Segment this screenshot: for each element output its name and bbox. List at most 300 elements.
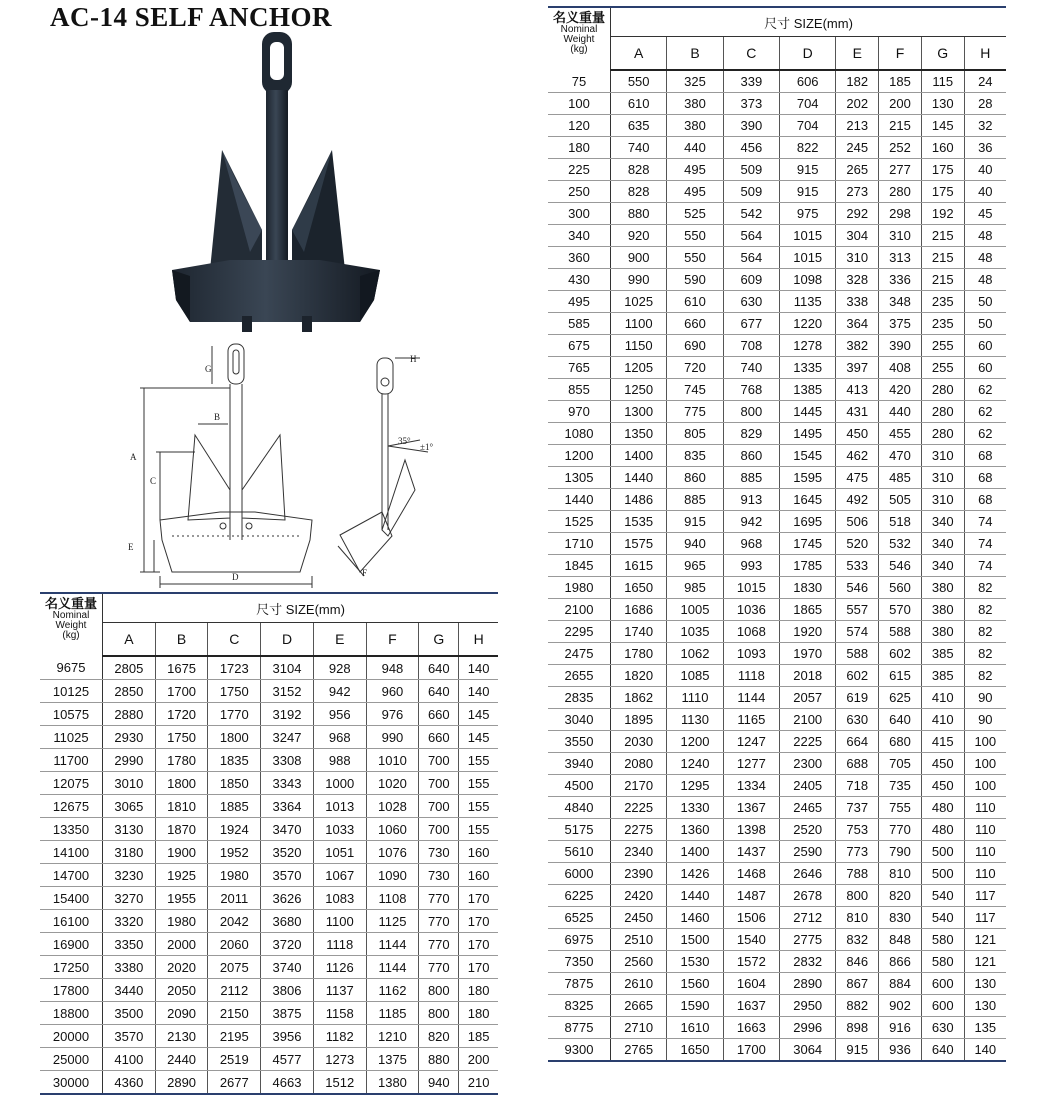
weight-header: 名义重量 Nominal Weight (kg)	[548, 7, 611, 70]
size-cell: 100	[964, 775, 1006, 797]
size-cell: 373	[723, 93, 779, 115]
size-cell: 100	[964, 731, 1006, 753]
size-cell: 495	[667, 159, 723, 181]
weight-cell: 17800	[40, 979, 103, 1002]
size-cell: 500	[921, 841, 964, 863]
size-cell: 160	[921, 137, 964, 159]
size-cell: 968	[723, 533, 779, 555]
size-cell: 610	[611, 93, 667, 115]
col-header: F	[366, 623, 419, 657]
size-cell: 82	[964, 599, 1006, 621]
size-cell: 310	[836, 247, 879, 269]
size-cell: 2195	[208, 1025, 261, 1048]
size-cell: 610	[667, 291, 723, 313]
size-cell: 1334	[723, 775, 779, 797]
size-cell: 182	[836, 70, 879, 93]
size-cell: 310	[879, 225, 922, 247]
size-cell: 1720	[155, 703, 208, 726]
size-cell: 885	[667, 489, 723, 511]
size-cell: 462	[836, 445, 879, 467]
size-cell: 475	[836, 467, 879, 489]
size-cell: 2100	[780, 709, 836, 731]
size-cell: 560	[879, 577, 922, 599]
col-header: F	[879, 37, 922, 71]
size-cell: 1060	[366, 818, 419, 841]
size-cell: 574	[836, 621, 879, 643]
size-cell: 397	[836, 357, 879, 379]
size-cell: 1210	[366, 1025, 419, 1048]
size-cell: 1486	[611, 489, 667, 511]
size-cell: 1675	[155, 656, 208, 680]
size-cell: 2225	[780, 731, 836, 753]
size-cell: 338	[836, 291, 879, 313]
size-cell: 740	[611, 137, 667, 159]
table-row	[40, 656, 498, 680]
size-cell: 485	[879, 467, 922, 489]
size-cell: 902	[879, 995, 922, 1017]
size-cell: 1512	[313, 1071, 366, 1095]
size-cell: 928	[313, 656, 366, 680]
col-header: H	[459, 623, 498, 657]
table-row	[40, 933, 498, 956]
size-cell: 1487	[723, 885, 779, 907]
size-cell: 145	[921, 115, 964, 137]
size-cell: 415	[921, 731, 964, 753]
size-cell: 45	[964, 203, 1006, 225]
table-row	[548, 357, 1006, 379]
size-cell: 1780	[155, 749, 208, 772]
size-cell: 3570	[261, 864, 314, 887]
size-cell: 121	[964, 951, 1006, 973]
size-cell: 506	[836, 511, 879, 533]
size-cell: 720	[667, 357, 723, 379]
size-cell: 3270	[103, 887, 156, 910]
size-cell: 2950	[780, 995, 836, 1017]
table-row	[548, 753, 1006, 775]
size-cell: 450	[921, 753, 964, 775]
size-cell: 600	[921, 995, 964, 1017]
size-cell: 1000	[313, 772, 366, 795]
weight-cell: 18800	[40, 1002, 103, 1025]
table-row	[40, 1002, 498, 1025]
size-cell: 1335	[780, 357, 836, 379]
size-cell: 1093	[723, 643, 779, 665]
weight-cell: 3550	[548, 731, 611, 753]
size-cell: 3956	[261, 1025, 314, 1048]
size-cell: 62	[964, 401, 1006, 423]
size-cell: 602	[879, 643, 922, 665]
size-cell: 1200	[667, 731, 723, 753]
size-cell: 155	[459, 795, 498, 818]
size-cell: 660	[419, 703, 459, 726]
size-cell: 1835	[208, 749, 261, 772]
size-cell: 3247	[261, 726, 314, 749]
size-cell: 180	[459, 979, 498, 1002]
size-cell: 339	[723, 70, 779, 93]
size-cell: 942	[723, 511, 779, 533]
size-cell: 2646	[780, 863, 836, 885]
size-cell: 828	[611, 159, 667, 181]
size-cell: 1250	[611, 379, 667, 401]
size-cell: 1385	[780, 379, 836, 401]
size-cell: 2880	[103, 703, 156, 726]
size-cell: 2890	[780, 973, 836, 995]
col-header: G	[419, 623, 459, 657]
size-cell: 770	[419, 933, 459, 956]
size-cell: 62	[964, 379, 1006, 401]
weight-cell: 16900	[40, 933, 103, 956]
table-row	[548, 181, 1006, 203]
size-cell: 3740	[261, 956, 314, 979]
size-cell: 2765	[611, 1039, 667, 1062]
size-cell: 940	[419, 1071, 459, 1095]
size-cell: 1530	[667, 951, 723, 973]
weight-cell: 430	[548, 269, 611, 291]
size-cell: 48	[964, 269, 1006, 291]
size-cell: 2850	[103, 680, 156, 703]
size-cell: 915	[780, 181, 836, 203]
anchor-photo	[150, 30, 390, 340]
size-cell: 1025	[611, 291, 667, 313]
size-cell: 680	[879, 731, 922, 753]
size-cell: 1067	[313, 864, 366, 887]
size-cell: 385	[921, 665, 964, 687]
col-header: G	[921, 37, 964, 71]
size-cell: 640	[921, 1039, 964, 1062]
size-cell: 1182	[313, 1025, 366, 1048]
size-cell: 730	[419, 841, 459, 864]
table-row	[548, 1017, 1006, 1039]
size-cell: 390	[723, 115, 779, 137]
size-cell: 50	[964, 291, 1006, 313]
table-row	[40, 795, 498, 818]
size-cell: 3320	[103, 910, 156, 933]
size-cell: 1375	[366, 1048, 419, 1071]
size-cell: 155	[459, 749, 498, 772]
size-cell: 4663	[261, 1071, 314, 1095]
weight-cell: 20000	[40, 1025, 103, 1048]
table-row	[40, 1025, 498, 1048]
table-row	[548, 423, 1006, 445]
size-cell: 1085	[667, 665, 723, 687]
size-cell: 1885	[208, 795, 261, 818]
weight-cell: 585	[548, 313, 611, 335]
size-cell: 130	[964, 995, 1006, 1017]
table-row	[548, 907, 1006, 929]
dim-label-h: H	[410, 354, 417, 364]
table-row	[548, 445, 1006, 467]
table-row	[40, 910, 498, 933]
size-cell: 1595	[780, 467, 836, 489]
size-cell: 773	[836, 841, 879, 863]
weight-cell: 225	[548, 159, 611, 181]
size-cell: 380	[921, 599, 964, 621]
size-cell: 805	[667, 423, 723, 445]
size-cell: 1005	[667, 599, 723, 621]
size-cell: 170	[459, 933, 498, 956]
size-cell: 110	[964, 841, 1006, 863]
size-cell: 848	[879, 929, 922, 951]
size-cell: 1980	[155, 910, 208, 933]
size-cell: 660	[667, 313, 723, 335]
size-cell: 730	[419, 864, 459, 887]
size-cell: 1500	[667, 929, 723, 951]
weight-cell: 30000	[40, 1071, 103, 1095]
size-cell: 1185	[366, 1002, 419, 1025]
col-header: C	[208, 623, 261, 657]
size-cell: 867	[836, 973, 879, 995]
size-cell: 1278	[780, 335, 836, 357]
size-cell: 3570	[103, 1025, 156, 1048]
size-cell: 215	[921, 247, 964, 269]
size-cell: 2000	[155, 933, 208, 956]
size-cell: 60	[964, 335, 1006, 357]
size-cell: 1090	[366, 864, 419, 887]
size-cell: 800	[723, 401, 779, 423]
weight-cell: 675	[548, 335, 611, 357]
size-cell: 1770	[208, 703, 261, 726]
size-cell: 200	[459, 1048, 498, 1071]
size-cell: 48	[964, 225, 1006, 247]
size-cell: 155	[459, 772, 498, 795]
size-cell: 832	[836, 929, 879, 951]
size-cell: 3680	[261, 910, 314, 933]
size-cell: 1118	[313, 933, 366, 956]
size-cell: 770	[879, 819, 922, 841]
size-cell: 708	[723, 335, 779, 357]
size-cell: 90	[964, 687, 1006, 709]
weight-cell: 1080	[548, 423, 611, 445]
anchor-drawing	[120, 340, 440, 590]
size-cell: 328	[836, 269, 879, 291]
size-cell: 1506	[723, 907, 779, 929]
size-cell: 2060	[208, 933, 261, 956]
size-cell: 602	[836, 665, 879, 687]
size-cell: 60	[964, 357, 1006, 379]
size-cell: 1360	[667, 819, 723, 841]
size-cell: 74	[964, 533, 1006, 555]
size-cell: 68	[964, 467, 1006, 489]
table-row	[40, 680, 498, 703]
weight-cell: 250	[548, 181, 611, 203]
weight-cell: 340	[548, 225, 611, 247]
size-cell: 718	[836, 775, 879, 797]
size-cell: 2712	[780, 907, 836, 929]
size-cell: 36	[964, 137, 1006, 159]
size-cell: 456	[723, 137, 779, 159]
size-cell: 770	[419, 910, 459, 933]
size-cell: 700	[419, 818, 459, 841]
size-cell: 625	[879, 687, 922, 709]
weight-cell: 17250	[40, 956, 103, 979]
size-cell: 1033	[313, 818, 366, 841]
size-cell: 1015	[780, 225, 836, 247]
size-cell: 2170	[611, 775, 667, 797]
size-cell: 3064	[780, 1039, 836, 1062]
weight-cell: 1845	[548, 555, 611, 577]
table-row	[548, 1039, 1006, 1062]
size-cell: 74	[964, 511, 1006, 533]
table-row	[548, 775, 1006, 797]
size-cell: 770	[419, 887, 459, 910]
size-cell: 570	[879, 599, 922, 621]
size-cell: 50	[964, 313, 1006, 335]
size-cell: 500	[921, 863, 964, 885]
size-cell: 704	[780, 115, 836, 137]
weight-cell: 15400	[40, 887, 103, 910]
size-cell: 3380	[103, 956, 156, 979]
table-row	[548, 467, 1006, 489]
size-cell: 882	[836, 995, 879, 1017]
size-cell: 480	[921, 797, 964, 819]
size-cell: 3520	[261, 841, 314, 864]
size-cell: 820	[879, 885, 922, 907]
size-cell: 2112	[208, 979, 261, 1002]
size-cell: 810	[879, 863, 922, 885]
size-cell: 121	[964, 929, 1006, 951]
size-cell: 145	[459, 726, 498, 749]
col-header: A	[611, 37, 667, 71]
size-cell: 495	[667, 181, 723, 203]
size-cell: 1110	[667, 687, 723, 709]
size-cell: 2080	[611, 753, 667, 775]
size-cell: 117	[964, 907, 1006, 929]
size-cell: 1495	[780, 423, 836, 445]
size-cell: 1150	[611, 335, 667, 357]
size-cell: 140	[964, 1039, 1006, 1062]
size-cell: 1010	[366, 749, 419, 772]
table-row	[548, 555, 1006, 577]
weight-cell: 13350	[40, 818, 103, 841]
size-cell: 480	[921, 819, 964, 841]
size-cell: 1300	[611, 401, 667, 423]
size-cell: 135	[964, 1017, 1006, 1039]
size-cell: 1865	[780, 599, 836, 621]
size-cell: 364	[836, 313, 879, 335]
size-cell: 2390	[611, 863, 667, 885]
size-cell: 990	[611, 269, 667, 291]
size-cell: 450	[921, 775, 964, 797]
size-cell: 3720	[261, 933, 314, 956]
size-cell: 960	[366, 680, 419, 703]
size-cell: 533	[836, 555, 879, 577]
table-row	[40, 726, 498, 749]
size-cell: 590	[667, 269, 723, 291]
size-cell: 788	[836, 863, 879, 885]
size-cell: 546	[836, 577, 879, 599]
size-cell: 1560	[667, 973, 723, 995]
size-cell: 1330	[667, 797, 723, 819]
size-cell: 546	[879, 555, 922, 577]
size-cell: 1100	[313, 910, 366, 933]
size-cell: 185	[879, 70, 922, 93]
size-cell: 588	[879, 621, 922, 643]
size-cell: 800	[419, 1002, 459, 1025]
size-cell: 1920	[780, 621, 836, 643]
size-cell: 1535	[611, 511, 667, 533]
size-cell: 210	[459, 1071, 498, 1095]
size-cell: 550	[667, 247, 723, 269]
size-cell: 1745	[780, 533, 836, 555]
size-cell: 1076	[366, 841, 419, 864]
weight-cell: 6525	[548, 907, 611, 929]
size-cell: 215	[921, 225, 964, 247]
table-row	[548, 533, 1006, 555]
size-cell: 310	[921, 445, 964, 467]
size-cell: 3626	[261, 887, 314, 910]
size-cell: 580	[921, 951, 964, 973]
size-cell: 1440	[667, 885, 723, 907]
weight-cell: 5175	[548, 819, 611, 841]
size-cell: 2300	[780, 753, 836, 775]
size-cell: 1350	[611, 423, 667, 445]
size-cell: 280	[879, 181, 922, 203]
size-cell: 3010	[103, 772, 156, 795]
size-cell: 822	[780, 137, 836, 159]
size-cell: 1295	[667, 775, 723, 797]
weight-cell: 4840	[548, 797, 611, 819]
size-cell: 420	[879, 379, 922, 401]
size-cell: 2440	[155, 1048, 208, 1071]
table-row	[548, 247, 1006, 269]
weight-cell: 495	[548, 291, 611, 313]
table-row	[548, 137, 1006, 159]
size-cell: 1426	[667, 863, 723, 885]
table-row	[548, 841, 1006, 863]
size-cell: 557	[836, 599, 879, 621]
weight-header: 名义重量 Nominal Weight (kg)	[40, 593, 103, 656]
weight-cell: 1525	[548, 511, 611, 533]
size-cell: 380	[667, 93, 723, 115]
size-cell: 1118	[723, 665, 779, 687]
size-cell: 82	[964, 577, 1006, 599]
weight-cell: 970	[548, 401, 611, 423]
size-cell: 1144	[723, 687, 779, 709]
size-cell: 310	[921, 467, 964, 489]
size-cell: 2519	[208, 1048, 261, 1071]
size-cell: 1740	[611, 621, 667, 643]
size-cell: 745	[667, 379, 723, 401]
size-cell: 880	[611, 203, 667, 225]
size-cell: 1895	[611, 709, 667, 731]
table-row	[40, 864, 498, 887]
size-cell: 2075	[208, 956, 261, 979]
size-cell: 735	[879, 775, 922, 797]
size-cell: 1240	[667, 753, 723, 775]
size-cell: 1440	[611, 467, 667, 489]
size-cell: 564	[723, 247, 779, 269]
table-row	[40, 772, 498, 795]
size-cell: 410	[921, 687, 964, 709]
size-cell: 2520	[780, 819, 836, 841]
size-cell: 820	[419, 1025, 459, 1048]
size-cell: 3230	[103, 864, 156, 887]
size-cell: 542	[723, 203, 779, 225]
table-row	[40, 841, 498, 864]
size-cell: 2775	[780, 929, 836, 951]
size-cell: 24	[964, 70, 1006, 93]
size-cell: 1205	[611, 357, 667, 379]
dim-label-e: E	[128, 542, 134, 552]
size-cell: 915	[667, 511, 723, 533]
size-cell: 117	[964, 885, 1006, 907]
size-cell: 145	[459, 703, 498, 726]
size-cell: 2420	[611, 885, 667, 907]
col-header: D	[780, 37, 836, 71]
size-cell: 1572	[723, 951, 779, 973]
size-cell: 1645	[780, 489, 836, 511]
size-cell: 1013	[313, 795, 366, 818]
